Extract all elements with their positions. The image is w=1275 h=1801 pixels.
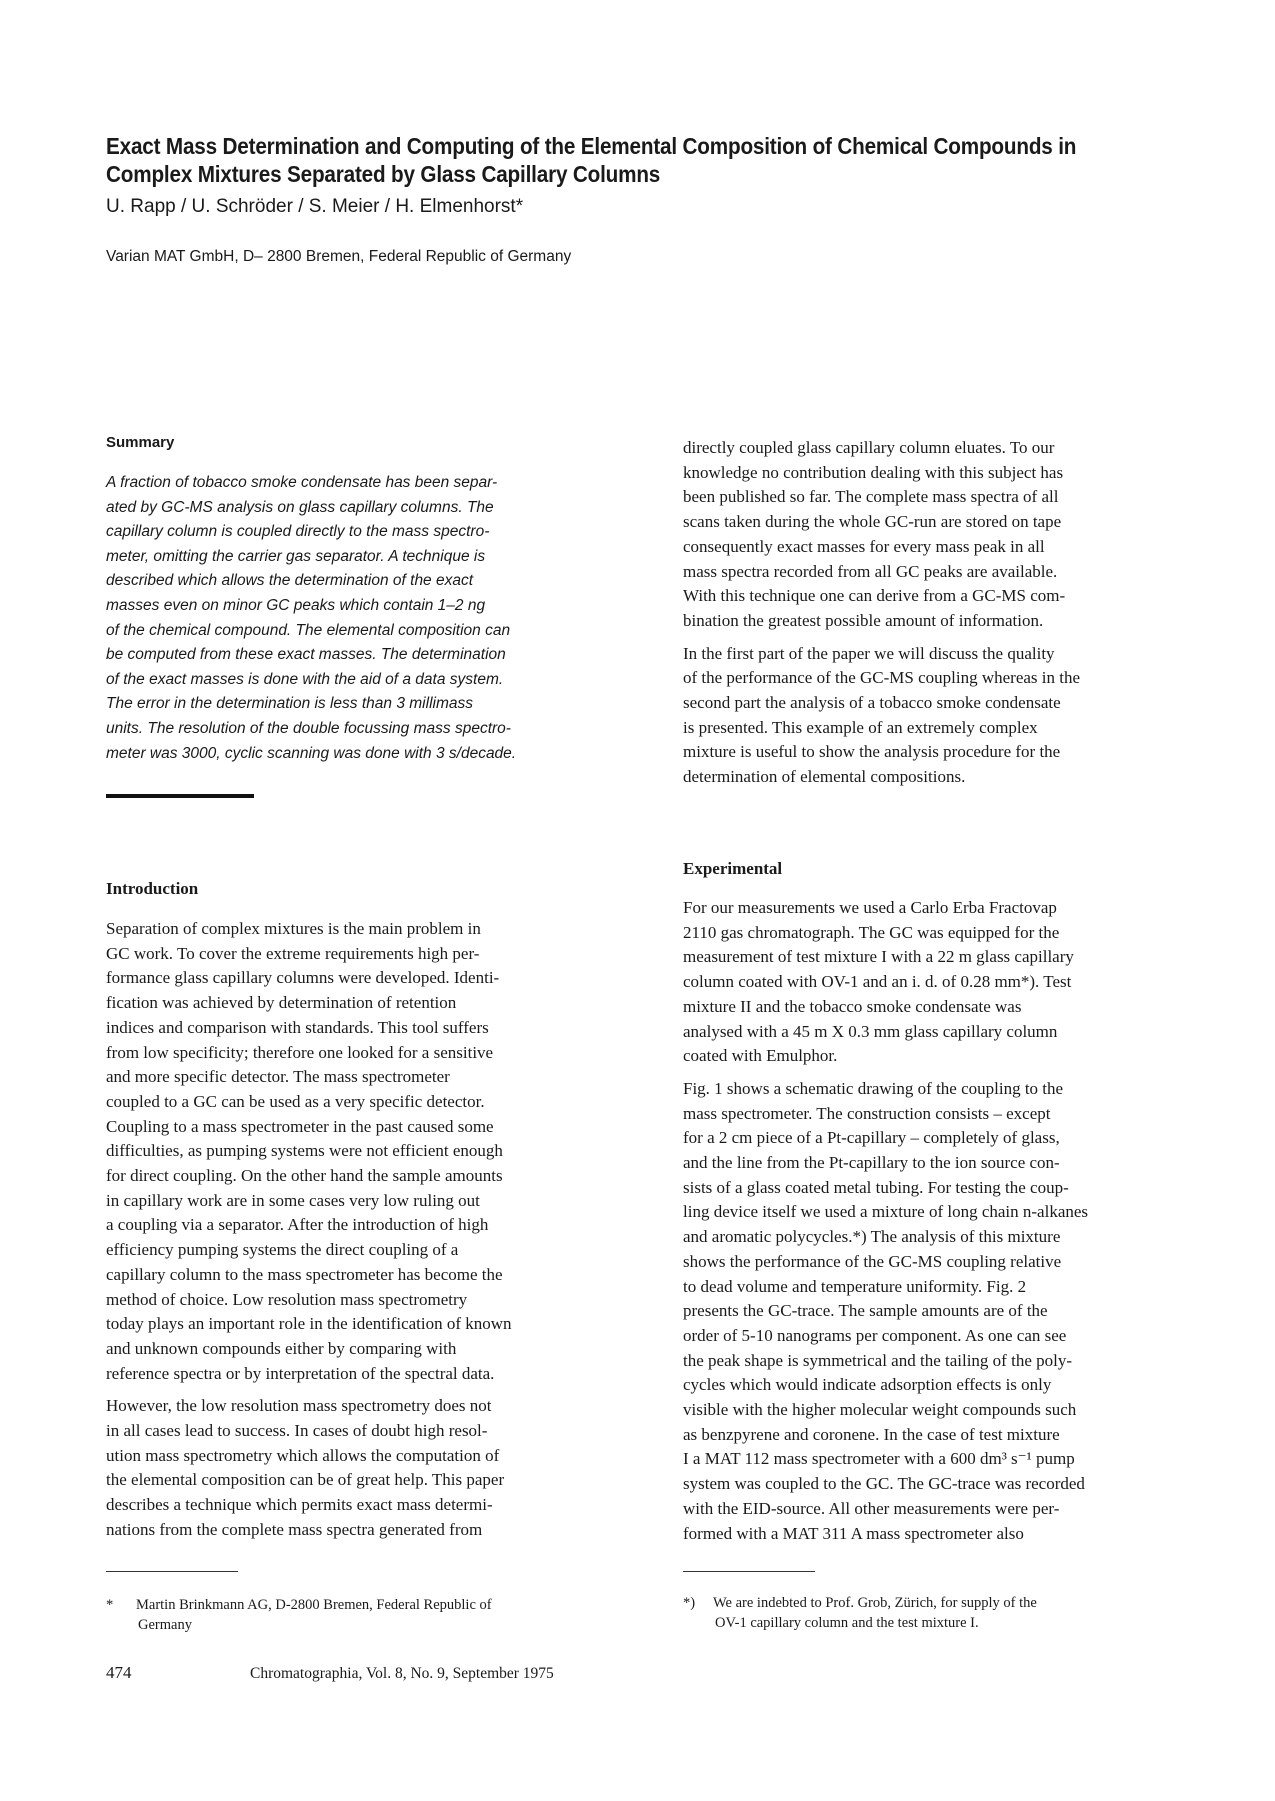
experimental-line: visible with the higher molecular weight compounds such [683,1400,1077,1420]
experimental-line: for a 2 cm piece of a Pt-capillary – completely of glass, [683,1128,1060,1148]
introduction-line: GC work. To cover the extreme requirements high per- [106,943,480,963]
footnote-mark-left: * [106,1597,114,1613]
summary-line: units. The resolution of the double focussing mass spectro- [106,719,511,737]
right-column-line: With this technique one can derive from a GC-MS com- [683,586,1066,606]
introduction-line: efficiency pumping systems the direct coupling of a [106,1240,459,1260]
summary-line: masses even on minor GC peaks which contain 1–2 ng [106,596,486,614]
right-column-line: mass spectra recorded from all GC peaks are available. [683,561,1058,581]
experimental-line: the peak shape is symmetrical and the tailing of the poly- [683,1350,1072,1370]
right-column-line: determination of elemental compositions. [683,767,966,787]
summary-line: capillary column is coupled directly to the mass spectro- [106,523,490,541]
introduction-line: and unknown compounds either by comparing with [106,1338,457,1358]
introduction-line: formance glass capillary columns were developed. Identi- [106,968,500,988]
experimental-paragraph-1 [683,896,1153,1069]
introduction-line: for direct coupling. On the other hand the sample amounts [106,1166,503,1186]
introduction-body [106,917,636,1551]
experimental-line: 2110 gas chromatograph. The GC was equipped for the [683,922,1060,942]
right-paragraph-2 [683,642,1153,790]
authors: U. Rapp / U. Schröder / S. Meier / H. Elmenhorst* [106,196,524,217]
introduction-line: describes a technique which permits exact mass determi- [106,1495,493,1515]
introduction-line: indices and comparison with standards. This tool suffers [106,1017,489,1037]
experimental-line: as benzpyrene and coronene. In the case of test mixture [683,1424,1060,1444]
affiliation: Varian MAT GmbH, D– 2800 Bremen, Federal Republic of Germany [106,248,572,265]
experimental-line: For our measurements we used a Carlo Erba Fractovap [683,898,1057,917]
paper-title [106,132,1159,188]
right-paragraph-1 [683,436,1153,634]
footnote-rule-left [106,1571,238,1572]
summary-line: be computed from these exact masses. The determination [106,646,506,664]
journal-citation: Chromatographia, Vol. 8, No. 9, September 1975 [250,1665,554,1682]
introduction-line: Separation of complex mixtures is the main problem in [106,919,481,938]
summary-line: ated by GC-MS analysis on glass capillary columns. The [106,498,494,516]
experimental-heading: Experimental [683,859,783,878]
experimental-line: column coated with OV-1 and an i. d. of 0.28 mm*). Test [683,972,1072,992]
summary-line: A fraction of tobacco smoke condensate has been separ- [106,474,498,491]
experimental-body [683,896,1153,1554]
right-column-line: is presented. This example of an extremely complex [683,717,1038,737]
introduction-line: today plays an important role in the identification of known [106,1314,512,1334]
right-column-line: mixture is useful to show the analysis procedure for the [683,742,1061,762]
introduction-line: coupled to a GC can be used as a very specific detector. [106,1091,485,1111]
introduction-line: nations from the complete mass spectra generated from [106,1519,483,1539]
introduction-line: fication was achieved by determination of retention [106,993,457,1013]
experimental-line: formed with a MAT 311 A mass spectrometer also [683,1523,1024,1543]
right-column-line: knowledge no contribution dealing with this subject has [683,462,1064,482]
right-column-line: In the first part of the paper we will discuss the quality [683,643,1055,663]
summary-heading: Summary [106,434,175,451]
experimental-line: mass spectrometer. The construction consists – except [683,1103,1051,1123]
footnote-right-line-1: We are indebted to Prof. Grob, Zürich, for supply of the [713,1595,1037,1611]
right-column-line: consequently exact masses for every mass peak in all [683,536,1045,556]
introduction-line: Coupling to a mass spectrometer in the past caused some [106,1116,494,1136]
introduction-line: reference spectra or by interpretation of the spectral data. [106,1363,495,1383]
summary-text [106,471,626,766]
introduction-line: in capillary work are in some cases very low ruling out [106,1190,480,1210]
introduction-paragraph-2 [106,1394,636,1542]
experimental-line: sists of a glass coated metal tubing. For testing the coup- [683,1177,1069,1197]
right-column-line: second part the analysis of a tobacco smoke condensate [683,693,1061,713]
experimental-line: I a MAT 112 mass spectrometer with a 600 dm³ s⁻¹ pump [683,1449,1075,1469]
introduction-line: in all cases lead to success. In cases of doubt high resol- [106,1421,488,1441]
footnote-mark-right: *) [683,1595,696,1611]
right-column-line: been published so far. The complete mass spectra of all [683,487,1059,507]
experimental-line: cycles which would indicate adsorption effects is only [683,1375,1052,1395]
introduction-heading: Introduction [106,879,199,898]
summary-line: of the exact masses is done with the aid of a data system. [106,670,504,688]
right-column-line: scans taken during the whole GC-run are stored on tape [683,512,1062,532]
introduction-line: capillary column to the mass spectrometer has become the [106,1264,503,1284]
title-line-2: Complex Mixtures Separated by Glass Capillary Columns [106,161,661,187]
right-column-line: bination the greatest possible amount of information. [683,610,1044,630]
summary-line: meter was 3000, cyclic scanning was done with 3 s/decade. [106,744,517,762]
title-line-1: Exact Mass Determination and Computing of the Elemental Composition of Chemical Compounds in [106,133,1077,159]
experimental-line: to dead volume and temperature uniformity. Fig. 2 [683,1276,1027,1296]
introduction-paragraph-1 [106,917,636,1386]
experimental-line: Fig. 1 shows a schematic drawing of the coupling to the [683,1078,1064,1098]
introduction-line: ution mass spectrometry which allows the computation of [106,1445,500,1465]
experimental-line: shows the performance of the GC-MS coupling relative [683,1251,1062,1271]
introduction-line: However, the low resolution mass spectrometry does not [106,1396,492,1416]
experimental-line: and aromatic polycycles.*) The analysis of this mixture [683,1227,1061,1247]
introduction-line: a coupling via a separator. After the introduction of high [106,1215,489,1235]
right-column-top [683,436,1153,798]
footnote-left-line-2: Germany [138,1617,192,1633]
introduction-line: from low specificity; therefore one looked for a sensitive [106,1042,494,1062]
introduction-line: and more specific detector. The mass spectrometer [106,1067,450,1087]
experimental-line: order of 5-10 nanograms per component. As one can see [683,1325,1067,1345]
experimental-line: measurement of test mixture I with a 22 m glass capillary [683,947,1074,967]
experimental-line: presents the GC-trace. The sample amounts are of the [683,1301,1048,1321]
experimental-line: with the EID-source. All other measurements were per- [683,1498,1060,1518]
right-column-line: of the performance of the GC-MS coupling whereas in the [683,668,1081,688]
footnote-left-line-1: Martin Brinkmann AG, D-2800 Bremen, Federal Republic of [136,1597,492,1613]
experimental-line: ling device itself we used a mixture of long chain n-alkanes [683,1202,1089,1222]
page-number: 474 [106,1663,132,1682]
summary-line: meter, omitting the carrier gas separator. A technique is [106,547,486,565]
footnote-left [106,1595,626,1635]
experimental-line: analysed with a 45 m X 0.3 mm glass capillary column [683,1021,1058,1041]
summary-line: The error in the determination is less than 3 millimass [106,695,473,713]
right-column-line: directly coupled glass capillary column eluates. To our [683,438,1055,457]
summary-line: described which allows the determination of the exact [106,572,474,590]
footnote-right-line-2: OV-1 capillary column and the test mixture I. [715,1615,979,1631]
experimental-line: coated with Emulphor. [683,1046,838,1066]
footnote-right [683,1593,1163,1633]
introduction-line: difficulties, as pumping systems were not efficient enough [106,1141,503,1161]
introduction-line: method of choice. Low resolution mass spectrometry [106,1289,468,1309]
experimental-line: mixture II and the tobacco smoke condensate was [683,996,1022,1016]
experimental-paragraph-2 [683,1077,1153,1546]
footnote-rule-right [683,1571,815,1572]
summary-line: of the chemical compound. The elemental composition can [106,621,511,639]
introduction-line: the elemental composition can be of great help. This paper [106,1470,505,1490]
experimental-line: system was coupled to the GC. The GC-trace was recorded [683,1474,1085,1494]
experimental-line: and the line from the Pt-capillary to the ion source con- [683,1153,1060,1173]
section-divider [106,794,254,798]
